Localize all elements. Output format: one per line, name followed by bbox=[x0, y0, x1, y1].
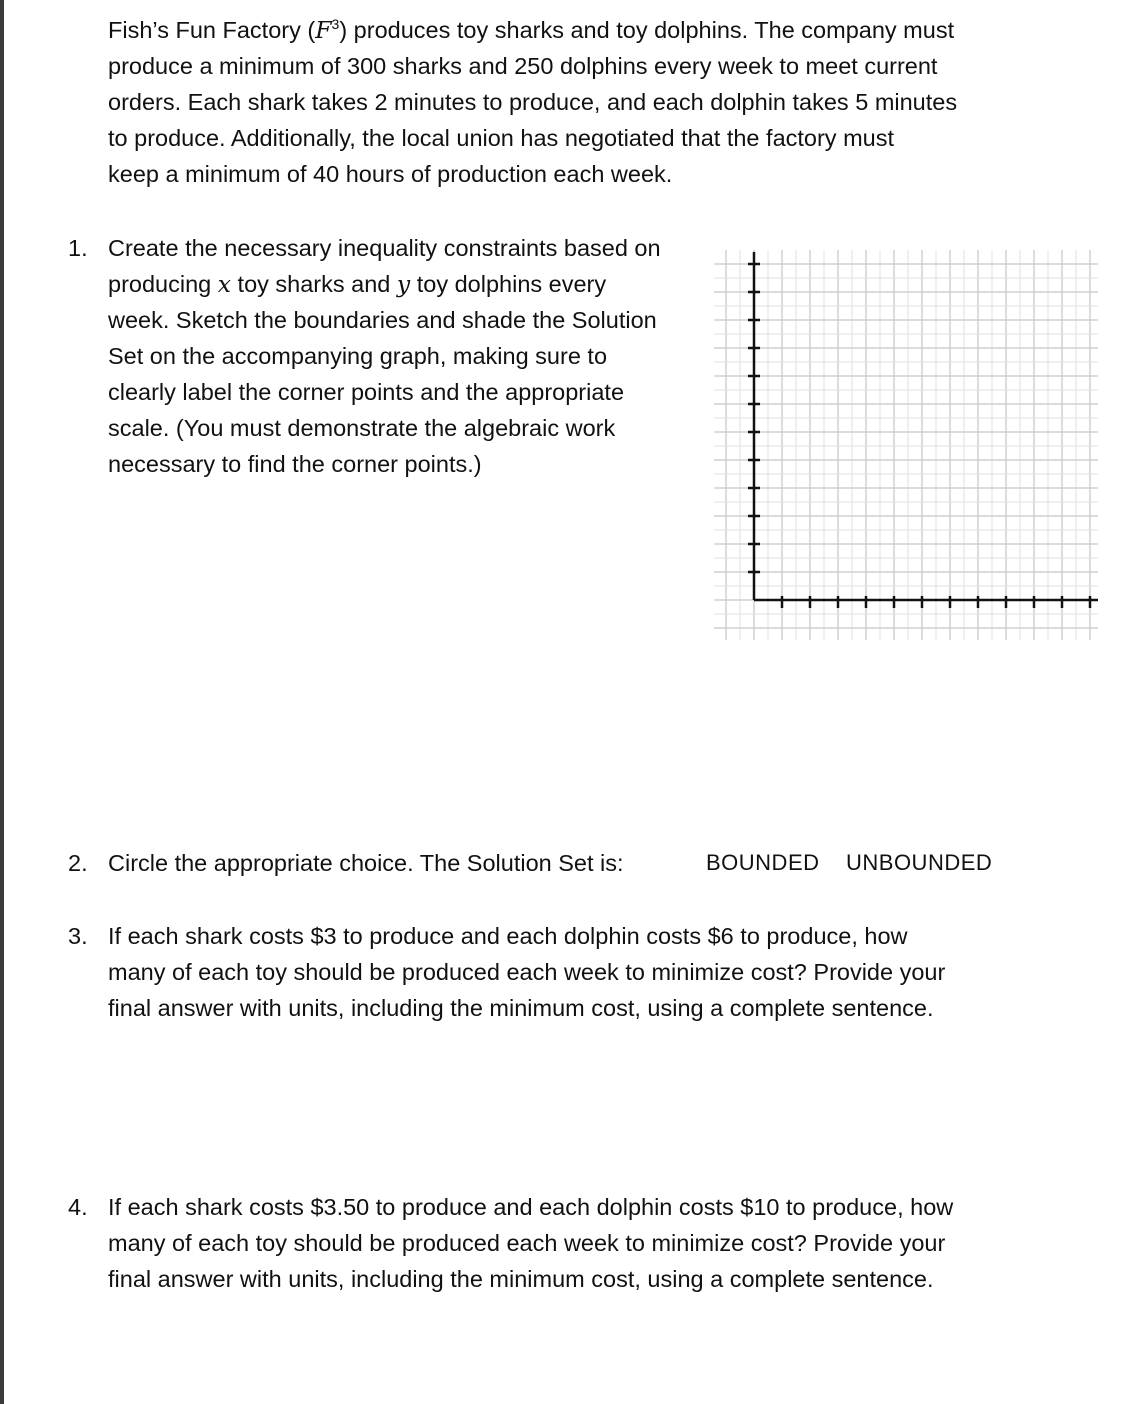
question-1-line: producing x toy sharks and y toy dolphins every bbox=[108, 270, 607, 298]
question-4-number: 4. bbox=[68, 1194, 88, 1220]
blank-graph-grid bbox=[710, 240, 1102, 645]
question-1-line: week. Sketch the boundaries and shade the Solution bbox=[108, 307, 657, 333]
question-1-number: 1. bbox=[68, 235, 88, 261]
intro-paragraph bbox=[108, 12, 957, 192]
question-3-text bbox=[108, 918, 945, 1026]
question-3-line: If each shark costs $3 to produce and each dolphin costs $6 to produce, how bbox=[108, 923, 908, 949]
question-2-number: 2. bbox=[68, 850, 88, 876]
question-1-line: Create the necessary inequality constraints based on bbox=[108, 235, 661, 261]
intro-line-3: orders. Each shark takes 2 minutes to produce, and each dolphin takes 5 minutes bbox=[108, 89, 958, 115]
question-2-text: Circle the appropriate choice. The Solution Set is: bbox=[108, 850, 624, 876]
intro-line-4: to produce. Additionally, the local union has negotiated that the factory must bbox=[108, 125, 895, 151]
choice-bounded[interactable]: BOUNDED bbox=[706, 850, 820, 875]
question-4-line: many of each toy should be produced each week to minimize cost? Provide your bbox=[108, 1230, 946, 1256]
question-3-number: 3. bbox=[68, 923, 88, 949]
intro-line-1: Fish’s Fun Factory $(F^3)$ produces toy sharks and toy dolphins. The company must bbox=[108, 16, 955, 44]
intro-line-2: produce a minimum of 300 sharks and 250 dolphins every week to meet current bbox=[108, 53, 938, 79]
question-1-line: scale. (You must demonstrate the algebraic work bbox=[108, 415, 616, 441]
question-4-line: final answer with units, including the minimum cost, using a complete sentence. bbox=[108, 1266, 934, 1292]
intro-line-5: keep a minimum of 40 hours of production each week. bbox=[108, 161, 673, 187]
choice-unbounded[interactable]: UNBOUNDED bbox=[846, 850, 993, 875]
page-left-edge bbox=[0, 0, 4, 1404]
question-3-line: final answer with units, including the minimum cost, using a complete sentence. bbox=[108, 995, 934, 1021]
question-1-text bbox=[108, 230, 661, 482]
grid-lines bbox=[714, 250, 1098, 640]
question-4-text bbox=[108, 1189, 953, 1297]
question-3-line: many of each toy should be produced each week to minimize cost? Provide your bbox=[108, 959, 946, 985]
axes bbox=[748, 252, 1098, 608]
question-4-line: If each shark costs $3.50 to produce and each dolphin costs $10 to produce, how bbox=[108, 1194, 954, 1220]
question-1-line: clearly label the corner points and the appropriate bbox=[108, 379, 625, 405]
question-1-line: necessary to find the corner points.) bbox=[108, 451, 482, 477]
question-1-line: Set on the accompanying graph, making sure to bbox=[108, 343, 608, 369]
